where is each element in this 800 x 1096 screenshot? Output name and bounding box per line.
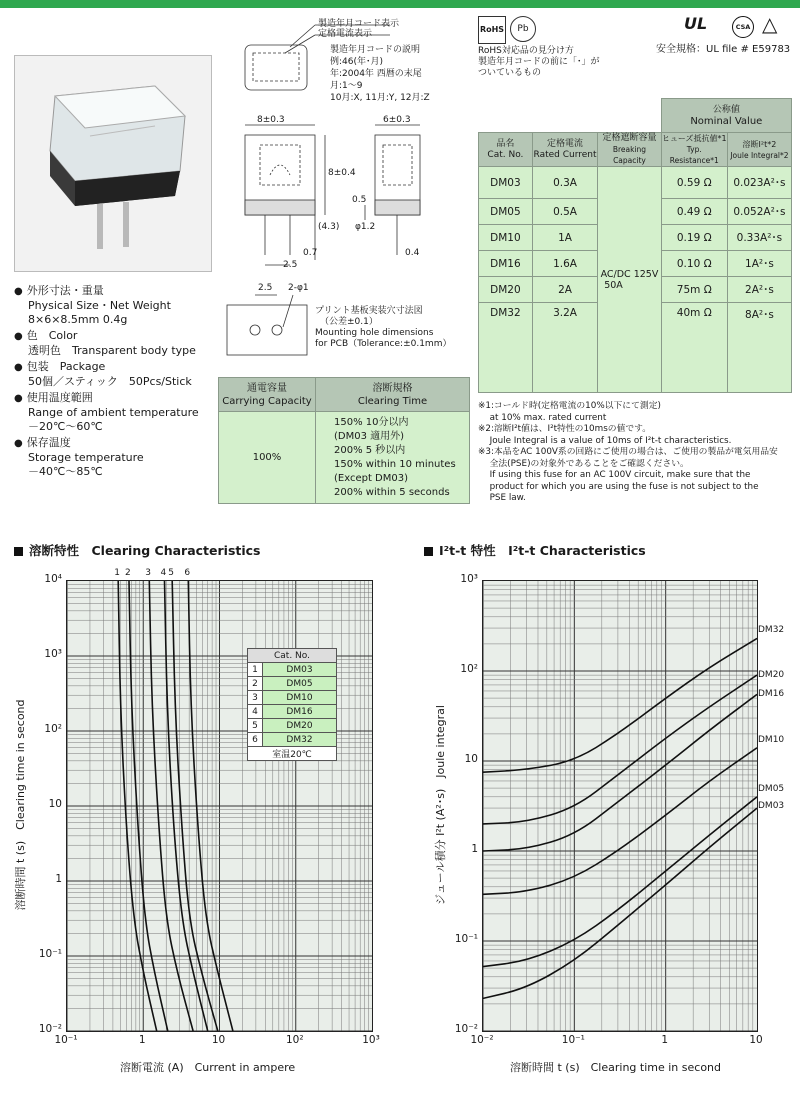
date-code-title: 製造年月コードの説明 (330, 45, 421, 55)
spec-package-heading: ● 包装 Package (14, 360, 199, 375)
y-tick-label: 10⁴ (44, 573, 62, 585)
date-code-line: 例:46(年･月) (330, 57, 384, 67)
product-photo (14, 55, 212, 272)
y-tick-label: 10⁻¹ (38, 948, 62, 960)
y-tick-label: 1 (471, 843, 478, 855)
i2t-title-text: I²t-t 特性 I²t-t Characteristics (439, 543, 646, 558)
cap-header (219, 378, 316, 412)
col-breaking (598, 133, 661, 167)
cell-joule: 2A²･s (727, 277, 791, 303)
series-line-DM32 (483, 638, 757, 772)
clearing-title (14, 541, 261, 559)
y-tick-label: 10 (48, 798, 62, 810)
hdr-jp: 通電容量 (247, 382, 287, 394)
nominal-jp: 公称値 (712, 104, 740, 115)
x-tick-label: 10 (749, 1034, 763, 1046)
series-line-DM03 (483, 808, 757, 998)
hdr-en: Carrying Capacity (222, 395, 312, 407)
curve-label: 5 (168, 568, 174, 578)
spec-list (14, 284, 199, 479)
clearing-line: 150% within 10 minutes (334, 458, 456, 470)
i2t-ylabel-box (432, 580, 448, 1030)
hdr-jp: 溶断I²t*2 (742, 139, 777, 149)
col-resistance (661, 133, 727, 167)
curve-label: 1 (114, 568, 120, 578)
cell-res: 0.10 Ω (661, 251, 727, 277)
spec-color-line: 透明色 Transparent body type (28, 344, 196, 357)
pcb-en2: for PCB（Tolerance:±0.1mm） (315, 339, 452, 349)
rohs-line2: 製造年月コードの前に「･」が (478, 57, 600, 67)
col-joule (727, 133, 791, 167)
legend-label: DM32 (263, 733, 337, 747)
legend-title: Cat. No. (248, 649, 337, 663)
x-tick-label: 10 (211, 1034, 226, 1046)
spec-package-line: 50個／スティック 50Pcs/Stick (28, 375, 192, 388)
note-line: ※1:コールド時(定格電流の10%以下にて測定) (478, 401, 661, 411)
spec-temp-line: －20℃～60℃ (28, 420, 103, 433)
curve-label: 6 (184, 568, 191, 578)
table-row (479, 167, 792, 199)
hdr-jp: 溶断規格 (372, 382, 413, 394)
y-tick-label: 10³ (460, 573, 478, 585)
x-tick-label: 1 (138, 1034, 146, 1046)
note-line: ※2:溶断I²t値は、I²t特性の10msの値です。 (478, 424, 652, 434)
legend-num: 2 (248, 677, 263, 691)
dim-height: 8±0.4 (328, 168, 356, 178)
cell-cat: DM20 (479, 277, 533, 303)
spec-storage-heading: ● 保存温度 (14, 436, 199, 451)
breaking-line: 50A (604, 279, 623, 291)
cell-res: 75m Ω (661, 277, 727, 303)
dim-width-6: 6±0.3 (383, 115, 411, 125)
spec-size-heading: ● 外形寸法・重量 (14, 284, 199, 299)
hdr-jp: 品名 (496, 138, 515, 149)
series-label: DM10 (758, 734, 785, 745)
y-tick-label: 1 (55, 873, 62, 885)
note-line: PSE law. (478, 493, 526, 503)
clearing-cell (316, 412, 470, 504)
pcb-title: プリント基板実装穴寸法図 (315, 306, 423, 316)
spec-storage-line: －40℃～85℃ (28, 465, 103, 478)
hdr-jp: 定格遮断容量 (602, 133, 657, 143)
hdr-jp: ヒューズ抵抗値*1 (661, 134, 727, 143)
cell-current: 0.5A (532, 199, 597, 225)
spec-table (478, 98, 792, 393)
cell-current: 0.3A (532, 167, 597, 199)
y-tick-label: 10⁻² (38, 1023, 62, 1035)
callout-date-code: 製造年月コード表示 (318, 19, 400, 29)
cell-res: 0.49 Ω (661, 199, 727, 225)
legend-num: 3 (248, 691, 263, 705)
cell-res: 0.19 Ω (661, 225, 727, 251)
triangle-mark-icon: △ (762, 12, 778, 36)
hdr-en: Cat. No. (487, 149, 524, 160)
legend-num: 5 (248, 719, 263, 733)
top-accent-bar (0, 0, 800, 8)
clearing-xlabel: 溶断電流 (A) Current in ampere (120, 1061, 296, 1074)
cell-current: 1.6A (532, 251, 597, 277)
clearing-line: 200% 5 秒以内 (334, 444, 406, 456)
note-line: Joule Integral is a value of 10ms of I²t-t characteristics. (478, 435, 732, 446)
series-label: DM16 (758, 689, 785, 700)
clearing-ylabel-box (12, 580, 28, 1030)
cell-current: 3.2A (532, 303, 597, 393)
nominal-header (661, 99, 791, 133)
legend-footer: 室温20℃ (248, 747, 337, 761)
legend-label: DM16 (263, 705, 337, 719)
clearing-header (316, 378, 470, 412)
clearing-line: (Except DM03) (334, 472, 409, 484)
hdr-en: Typ. Resistance*1 (669, 145, 719, 165)
legend-num: 4 (248, 705, 263, 719)
spec-storage-line: Storage temperature (28, 451, 144, 464)
series-label: DM05 (758, 783, 785, 794)
i2t-chart (482, 580, 758, 1032)
note-line: If using this fuse for an AC 100V circuit, make sure that the (478, 470, 751, 480)
clearing-ylabel: 溶断時間 t (s) Clearing time in second (14, 699, 27, 911)
date-code-line: 月:1～9 (330, 81, 363, 91)
pcb-dim-25: 2.5 (258, 283, 273, 293)
note-line: 全法(PSE)の対象外であることをご確認ください。 (478, 458, 689, 469)
cell-joule: 0.052A²･s (727, 199, 791, 225)
cell-breaking (598, 167, 661, 393)
y-tick-label: 10³ (44, 648, 62, 660)
x-tick-label: 1 (661, 1034, 668, 1046)
x-tick-label: 10⁻¹ (561, 1034, 585, 1046)
nominal-en: Nominal Value (690, 115, 763, 127)
hdr-en: Breaking Capacity (612, 145, 647, 165)
clearing-line: 150% 10分以内 (334, 416, 409, 428)
y-tick-label: 10² (460, 663, 478, 675)
legend-label: DM05 (263, 677, 337, 691)
breaking-line: AC/DC 125V (600, 268, 659, 280)
spec-size-line: Physical Size・Net Weight (28, 299, 171, 312)
cell-joule: 0.023A²･s (727, 167, 791, 199)
dim-width-8: 8±0.3 (257, 115, 285, 125)
cell-cat: DM05 (479, 199, 533, 225)
y-tick-label: 10 (464, 753, 478, 765)
capacity-table (218, 377, 470, 504)
cell-joule: 8A²･s (727, 303, 791, 393)
pb-free-icon: Pb (510, 16, 536, 42)
cell-joule: 1A²･s (727, 251, 791, 277)
note-line: product for which you are using the fuse is not subject to the (478, 481, 759, 492)
curve-label: 3 (145, 568, 152, 578)
i2t-xlabel: 溶断時間 t (s) Clearing time in second (510, 1061, 721, 1074)
cell-res: 0.59 Ω (661, 167, 727, 199)
i2t-ylabel: ジュール積分 I²t (A²･s) Joule integral (434, 705, 447, 905)
col-current (532, 133, 597, 167)
safety-standard: 安全規格：UL file # E59783 (656, 44, 791, 55)
footnotes (478, 401, 794, 505)
legend-label: DM20 (263, 719, 337, 733)
cell-cat: DM32 (479, 303, 533, 393)
legend-label: DM03 (263, 663, 337, 677)
i2t-chart-svg (483, 581, 757, 1031)
cell-cat: DM03 (479, 167, 533, 199)
clearing-line: 200% within 5 seconds (334, 486, 450, 498)
rohs-line3: ついているもの (478, 68, 542, 78)
cell-cat: DM10 (479, 225, 533, 251)
y-tick-label: 10⁻² (454, 1023, 478, 1035)
hdr-jp: 定格電流 (547, 138, 584, 149)
fuse-illustration (15, 56, 211, 271)
note-line: at 10% max. rated current (478, 412, 607, 423)
cell-cat: DM16 (479, 251, 533, 277)
series-label: DM32 (758, 625, 785, 636)
spec-temp-heading: ● 使用温度範囲 (14, 391, 199, 406)
spec-temp-line: Range of ambient temperature (28, 406, 199, 419)
pcb-en1: Mounting hole dimensions (315, 328, 434, 338)
date-code-line: 10月:X, 11月:Y, 12月:Z (330, 93, 430, 103)
cell-res: 40m Ω (661, 303, 727, 393)
dim-phi: φ1.2 (355, 222, 376, 232)
curve-label: 4 (160, 568, 167, 578)
hdr-en: Rated Current (533, 149, 597, 160)
rohs-line1: RoHS対応品の見分け方 (478, 46, 574, 56)
rohs-badge: RoHS (478, 16, 506, 44)
series-label: DM03 (758, 801, 785, 812)
curve-label: 2 (124, 568, 131, 578)
cell-current: 1A (532, 225, 597, 251)
clearing-legend (247, 648, 337, 761)
cell-joule: 0.33A²･s (727, 225, 791, 251)
x-tick-label: 10⁻¹ (54, 1034, 78, 1046)
pcb-dim-phi: 2-φ1 (288, 283, 309, 293)
dim-25: 2.5 (283, 260, 298, 270)
note-line: ※3:本品をAC 100V系の回路にご使用の場合は、ご使用の製品が電気用品安 (478, 447, 778, 457)
y-tick-label: 10⁻¹ (454, 933, 478, 945)
pcb-tolerance: （公差±0.1） (320, 317, 378, 327)
cell-current: 2A (532, 277, 597, 303)
col-cat (479, 133, 533, 167)
capacity-value: 100% (219, 412, 316, 504)
csa-mark-icon: CSA (732, 16, 754, 38)
spec-color-heading: ● 色 Color (14, 329, 199, 344)
ul-mark-icon: UL (684, 14, 708, 33)
series-label: DM20 (758, 670, 785, 681)
hdr-en: Joule Integral*2 (730, 150, 789, 160)
legend-num: 1 (248, 663, 263, 677)
hdr-en: Clearing Time (357, 395, 428, 407)
x-tick-label: 10³ (362, 1034, 380, 1046)
y-tick-label: 10² (44, 723, 62, 735)
dim-05: 0.5 (352, 195, 367, 205)
dim-lead: (4.3) (318, 222, 340, 232)
spec-size-line: 8×6×8.5mm 0.4g (28, 313, 128, 326)
legend-num: 6 (248, 733, 263, 747)
dim-07: 0.7 (303, 248, 318, 258)
x-tick-label: 10⁻² (470, 1034, 494, 1046)
clearing-line: (DM03 適用外) (334, 430, 405, 442)
x-tick-label: 10² (285, 1034, 304, 1046)
clearing-title-text: 溶断特性 Clearing Characteristics (29, 543, 261, 558)
callout-rated-current: 定格電流表示 (318, 29, 373, 39)
dim-04: 0.4 (405, 248, 420, 258)
i2t-title (424, 541, 646, 559)
series-line-DM20 (483, 675, 757, 824)
date-code-line: 年:2004年 西暦の末尾 (330, 69, 422, 79)
legend-label: DM10 (263, 691, 337, 705)
